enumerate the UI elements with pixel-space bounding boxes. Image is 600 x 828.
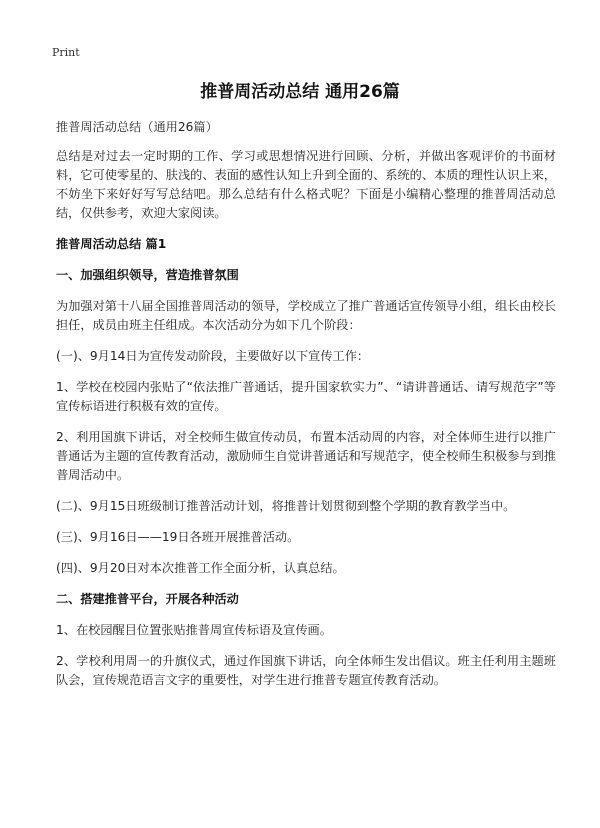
- section2-item2-paragraph: 2、学校利用周一的升旗仪式，通过作国旗下讲话，向全体师生发出倡议。班主任利用主题班队会，宣传规范语言文字的重要性，对学生进行推普专题宣传教育活动。: [56, 654, 556, 687]
- section1-paragraph: 为加强对第十八届全国推普周活动的领导，学校成立了推广普通话宣传领导小组，组长由校长担任，成员由班主任组成。本次活动分为如下几个阶段：: [56, 299, 556, 332]
- document-subtitle: 推普周活动总结（通用26篇）: [56, 120, 218, 134]
- document-body: [56, 118, 556, 702]
- stage2-paragraph: (二)、9月15日班级制订推普活动计划，将推普计划贯彻到整个学期的教育教学当中。: [56, 499, 516, 513]
- item2-paragraph: 2、利用国旗下讲话，对全校师生做宣传动员，布置本活动周的内容，对全体师生进行以推广普通话为主题的宣传教育活动，激励师生自觉讲普通话和写规范字，使全校师生积极参与到推普周活动中。: [56, 430, 556, 482]
- item1-paragraph: 1、学校在校园内张贴了“依法推广普通话，提升国家软实力”、“请讲普通话、请写规范字”等宣传标语进行积极有效的宣传。: [56, 380, 556, 413]
- section1-heading: 一、加强组织领导，营造推普氛围: [56, 268, 239, 282]
- stage4-paragraph: (四)、9月20日对本次推普工作全面分析，认真总结。: [56, 561, 345, 575]
- article-heading: 推普周活动总结 篇1: [56, 237, 167, 251]
- stage3-paragraph: (三)、9月16日——19日各班开展推普活动。: [56, 530, 300, 544]
- print-link[interactable]: Print: [52, 46, 80, 59]
- section2-heading: 二、搭建推普平台，开展各种活动: [56, 592, 239, 606]
- section2-item1-paragraph: 1、在校园醒目位置张贴推普周宣传标语及宣传画。: [56, 623, 332, 637]
- stage1-paragraph: (一)、9月14日为宣传发动阶段，主要做好以下宣传工作：: [56, 349, 370, 363]
- intro-paragraph: 总结是对过去一定时期的工作、学习或思想情况进行回顾、分析，并做出客观评价的书面材料，它可使零星的、肤浅的、表面的感性认知上升到全面的、系统的、本质的理性认识上来，不妨坐下来好好写写总结吧。那么总结有什么格式呢？下面是小编精心整理的推普周活动总结，仅供参考，欢迎大家阅读。: [56, 149, 556, 220]
- document-title: 推普周活动总结 通用26篇: [200, 82, 400, 102]
